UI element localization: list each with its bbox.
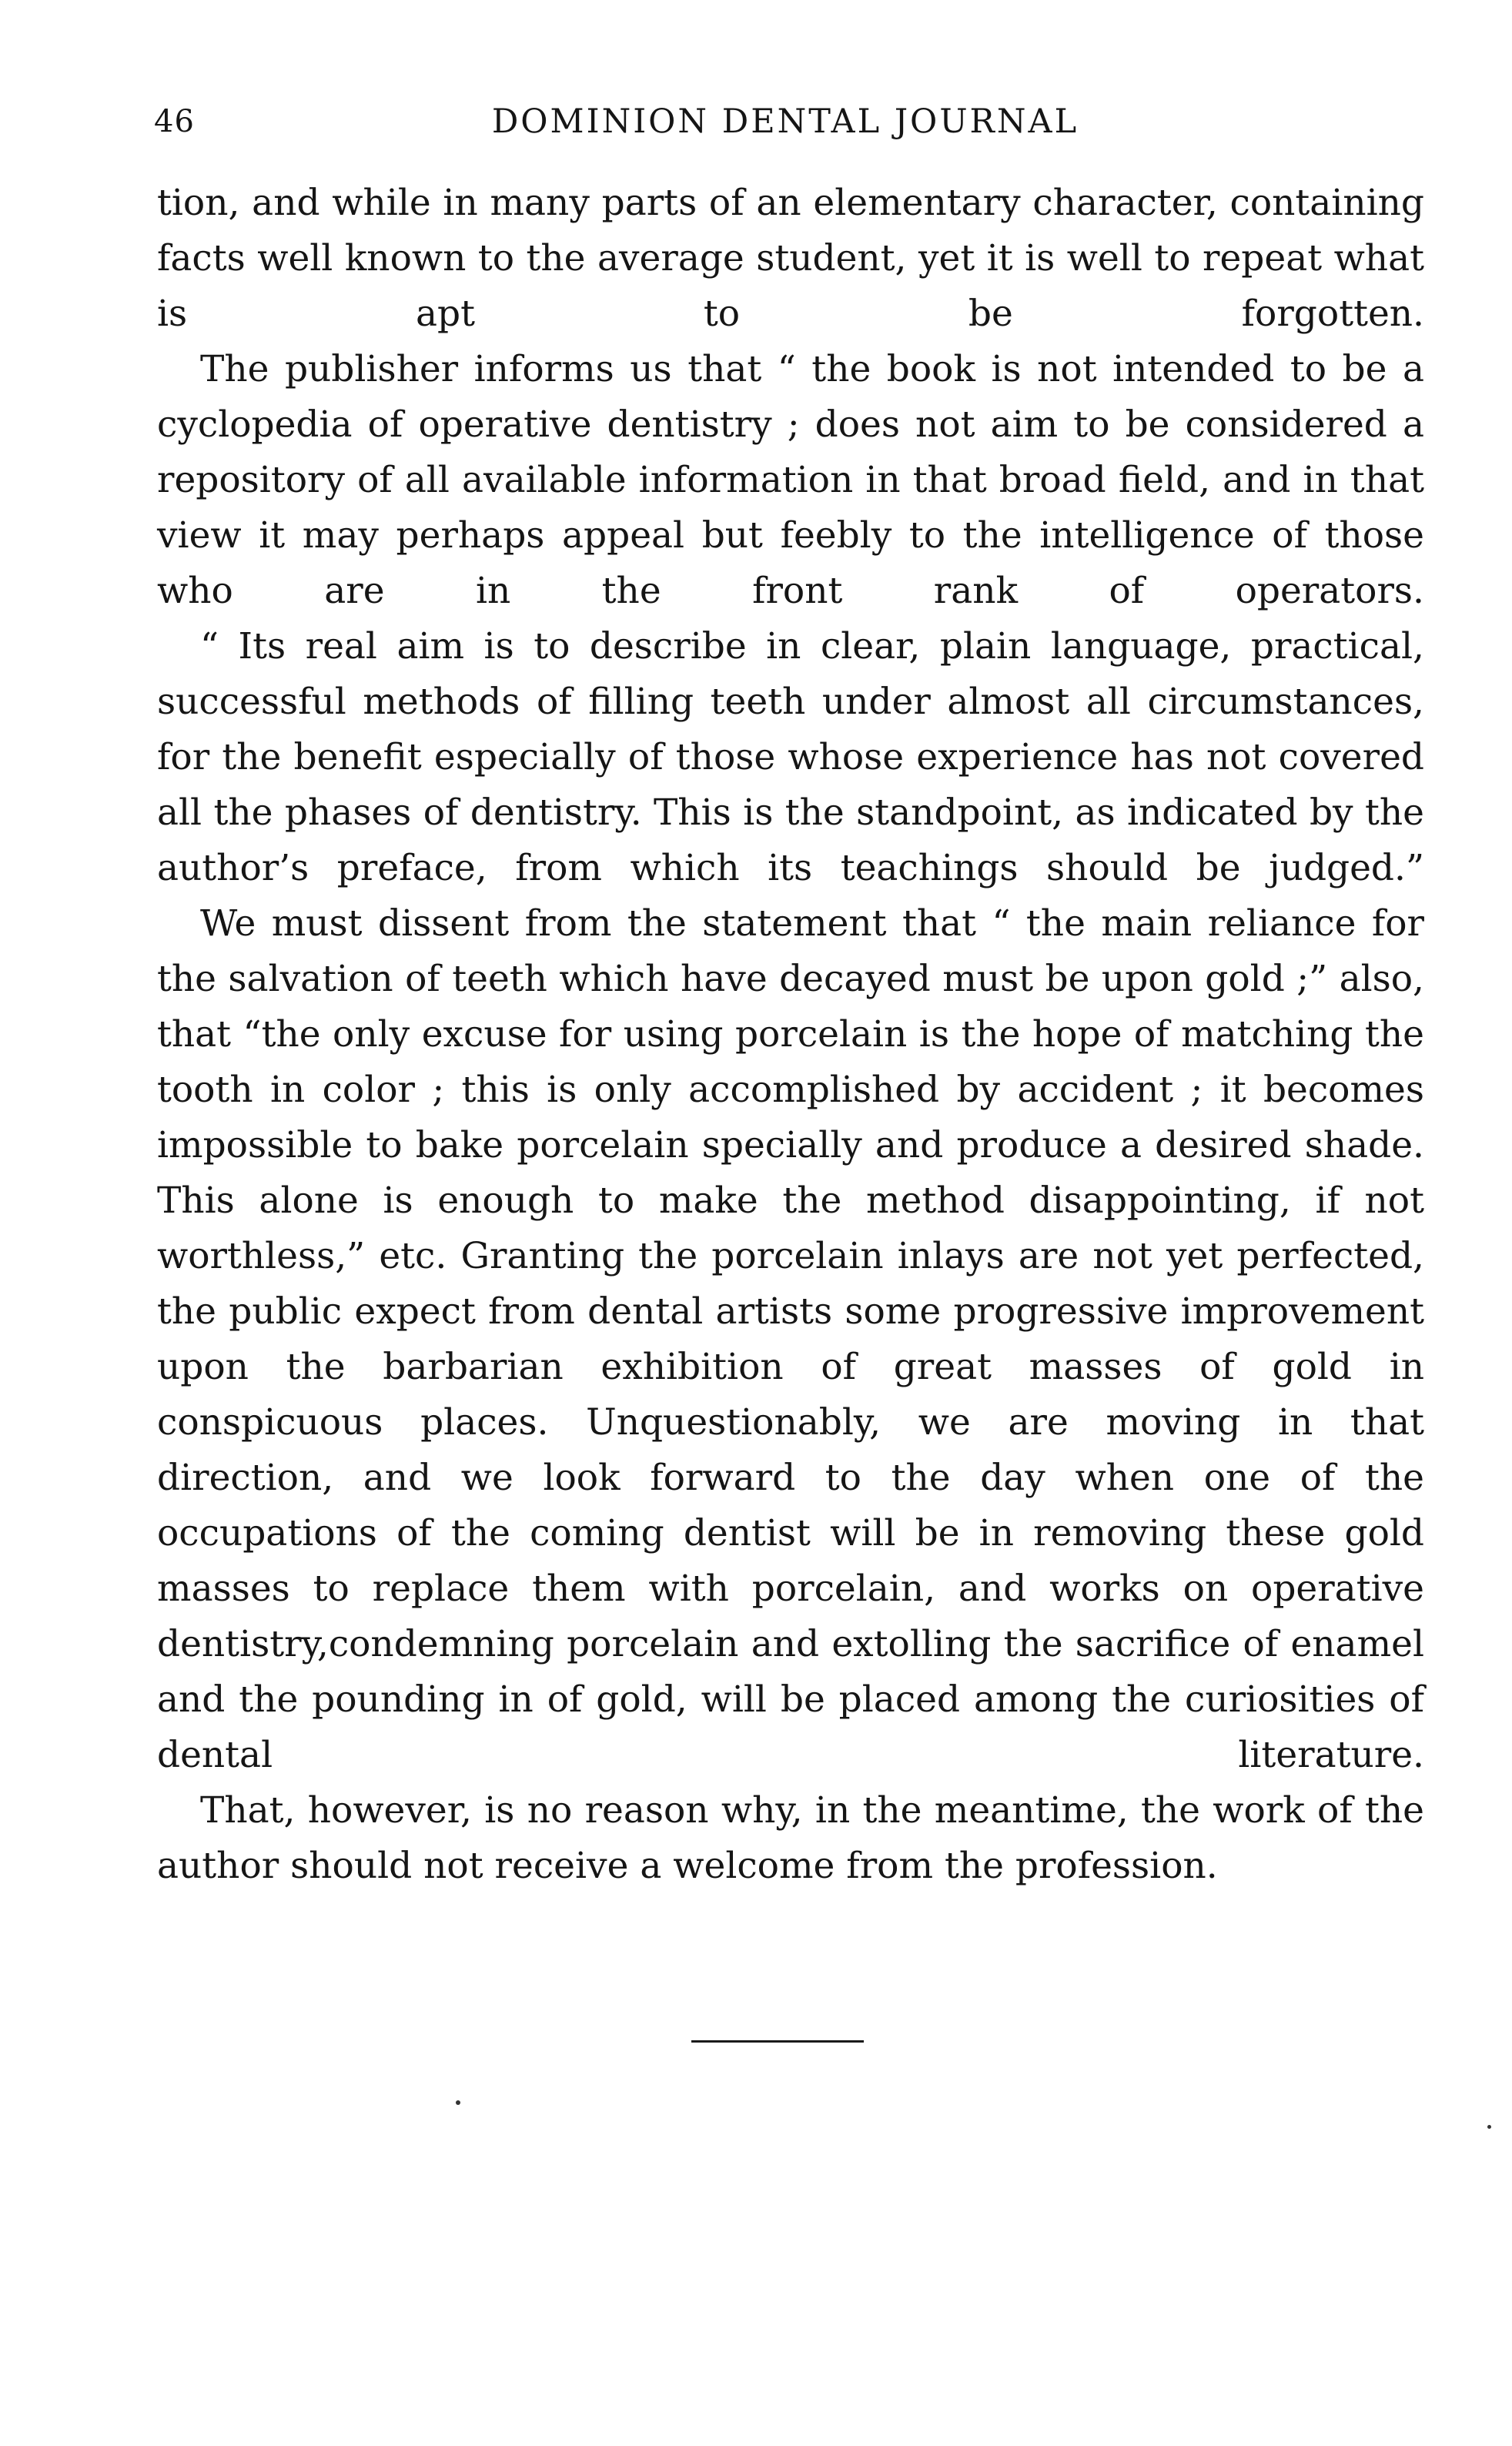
paragraph-dissent: We must dissent from the statement that “ the main reliance for the salvation of teeth which have decayed must be upon gold ;” also, that “the only excuse for using porcelain is the hope of matching the tooth in color ; this is only accomplished by accident ; it becomes impossible to bake porcelain specially and produce a desired shade. This alone is enough to make the method disappointing, if not worthless,” etc. Granting the porcelain inlays are not yet perfected, the public expect from dental artists some progressive improvement upon the barbarian exhibition of great masses of gold in conspicuous places. Unquestionably, we are moving in that direction, and we look forward to the day when one of the occupations of the coming dentist will be in removing these gold masses to replace them with porcelain, and works on operative dentistry,condemning porcelain and extolling the sacrifice of enamel and the pounding in of gold, will be placed among the curiosities of dental literature. [157,902,1424,1776]
article-body [157,176,1424,1894]
print-speck [1487,2125,1491,2129]
page-header [154,91,1386,152]
paragraph-real-aim: “ Its real aim is to describe in clear, plain language, practical, successful methods of filling teeth under almost all circumstances, for the benefit especially of those whose experience has not covered all the phases of dentistry. This is the standpoint, as indicated by the author’s preface, from which its teachings should be judged.” [157,625,1424,889]
print-speck [456,2100,460,2105]
page-number: 46 [154,104,195,139]
paragraph-continuation: tion, and while in many parts of an elementary character, containing facts well known to the average student, yet it is well to repeat what is apt to be forgotten. [157,182,1424,335]
paragraph-publisher-quote: The publisher informs us that “ the book is not intended to be a cyclopedia of operative dentistry ; does not aim to be considered a repository of all available information in that broad field, and in that view it may perhaps appeal but feebly to the intelligence of those who are in the front rank of operators. [157,348,1424,612]
running-title: DOMINION DENTAL JOURNAL [491,102,1079,141]
paragraph-conclusion: That, however, is no reason why, in the meantime, the work of the author should not receive a welcome from the profession. [157,1789,1424,1887]
section-end-rule [691,2040,864,2043]
